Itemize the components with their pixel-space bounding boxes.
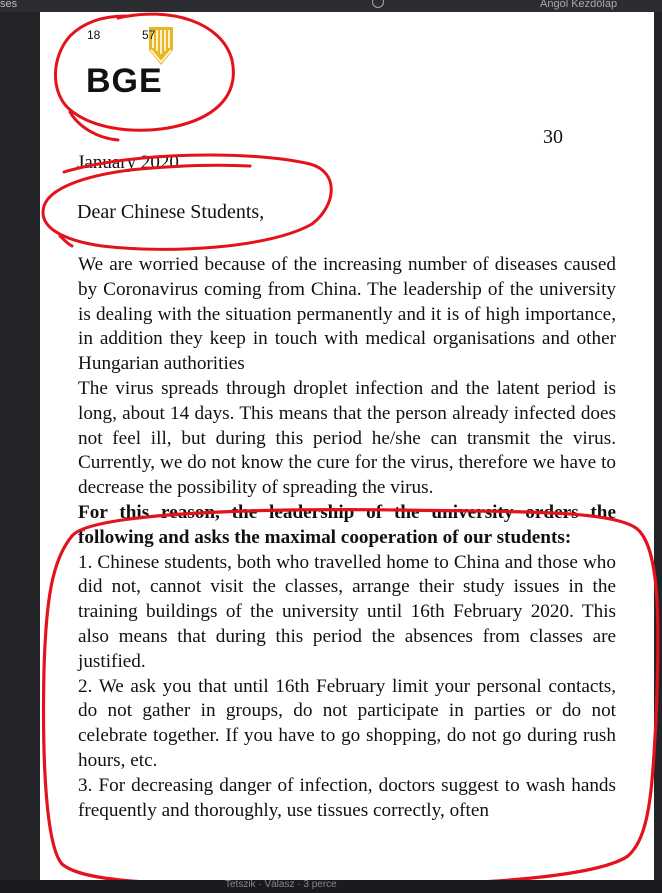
search-icon[interactable] (372, 0, 384, 8)
browser-bottom-bar (0, 880, 662, 893)
paragraph-rule-2: 2. We ask you that until 16th February limit your personal contacts, do not gather in groups, do not participate in parties or do not celebrate together. If you have to go shopping, do not go during rush hours, etc. (78, 675, 616, 771)
paragraph-rule-3: 3. For decreasing danger of infection, doctors suggest to wash hands frequently and thoroughly, use tissues correctly, often (78, 774, 616, 821)
paragraph-rule-1: 1. Chinese students, both who travelled home to China and those who did not, cannot visit the classes, arrange their study issues in the training buildings of the university until 16th February 2020. This also means that during this period the absences from classes are justified. (78, 551, 616, 672)
letter-body (78, 253, 616, 823)
browser-left-text: ses (0, 0, 18, 10)
browser-right-text[interactable]: Angol Kezdőlap (540, 0, 618, 10)
paragraph-orders-heading: For this reason, the leadership of the university orders the following and asks the maximal cooperation of our students: (78, 501, 616, 548)
logo-year-right: 57 (142, 28, 156, 42)
paragraph-virus-info: The virus spreads through droplet infection and the latent period is long, about 14 days. This means that the person already infected does not feel ill, but during this period he/she can transmit the virus. Currently, we do not know the cure for the virus, therefore we have to decrease the possibility of spreading the virus. (78, 377, 616, 499)
browser-top-strip (0, 0, 662, 12)
logo-year-left: 18 (87, 28, 101, 42)
comment-actions[interactable]: Tetszik · Válasz · 3 perce (225, 880, 337, 890)
university-logo-text: BGE (86, 62, 163, 100)
paragraph-concern: We are worried because of the increasing number of diseases caused by Coronavirus coming from China. The leadership of the university is dealing with the situation permanently and it is of high importance, in addition they keep in touch with medical organisations and other Hungarian authorities (78, 254, 616, 375)
salutation: Dear Chinese Students, (77, 201, 265, 223)
letter-date: January 2020 (77, 152, 179, 173)
page-number: 30 (543, 126, 563, 148)
letter-page (40, 12, 654, 882)
